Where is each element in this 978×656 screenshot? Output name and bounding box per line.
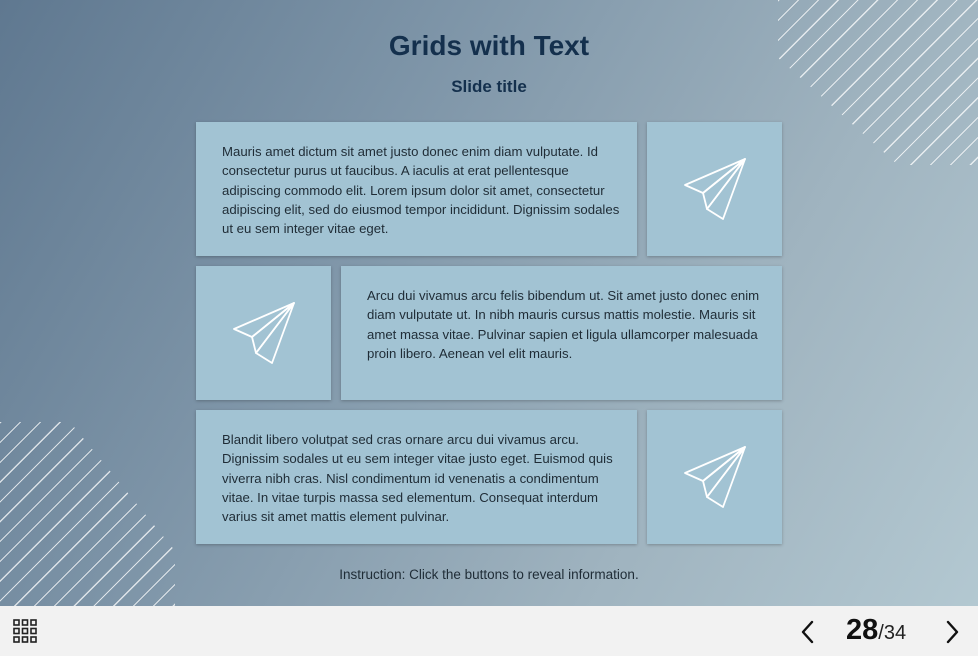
total-pages: /34 <box>878 622 907 644</box>
paper-plane-icon <box>232 301 296 365</box>
text-card-3-body: Blandit libero volutpat sed cras ornare arcu dui vivamus arcu. Dignissim sodales ut eu sem integer vitae justo eget. Euismod quis viverra nibh cras. Nisl condimentum id venenatis a condimentum vitae. In vitae turpis massa sed elementum. Consequat interdum varius sit amet mattis element pulvinar. <box>222 432 613 525</box>
previous-slide-button[interactable] <box>798 620 818 644</box>
current-page: 28 <box>846 614 879 646</box>
slide-subtitle: Slide title <box>451 77 527 96</box>
page-counter <box>846 614 906 647</box>
text-card-1-body: Mauris amet dictum sit amet justo donec enim diam vulputate. Id consectetur purus ut faucibus. A iaculis at erat pellentesque adipiscing commodo elit. Lorem ipsum dolor sit amet, consectetur adipiscing elit, sed do eiusmod tempor incididunt. Dignissim sodales ut eu sem integer vitae eget. <box>222 144 620 237</box>
next-slide-button[interactable] <box>942 620 962 644</box>
reveal-button-3[interactable] <box>647 410 782 544</box>
grid-menu-icon[interactable] <box>13 619 37 643</box>
page-title: Grids with Text <box>388 30 590 61</box>
text-card-2 <box>341 266 782 400</box>
text-card-2-body: Arcu dui vivamus arcu felis bibendum ut. Sit amet justo donec enim diam vulputate ut. In nibh mauris cursus mattis molestie. Mauris sit amet massa vitae. Pulvinar sapien et ligula ullamcorper malesuada proin libero. Aenean vel elit mauris. <box>367 288 760 361</box>
chevron-left-icon <box>798 620 818 644</box>
paper-plane-icon <box>683 445 747 509</box>
reveal-button-1[interactable] <box>647 122 782 256</box>
chevron-right-icon <box>942 620 962 644</box>
text-card-1 <box>196 122 637 256</box>
player-footer <box>0 606 978 656</box>
text-card-3 <box>196 410 637 544</box>
paper-plane-icon <box>683 157 747 221</box>
reveal-button-2[interactable] <box>196 266 331 400</box>
instruction-text: Instruction: Click the buttons to reveal information. <box>339 567 639 582</box>
